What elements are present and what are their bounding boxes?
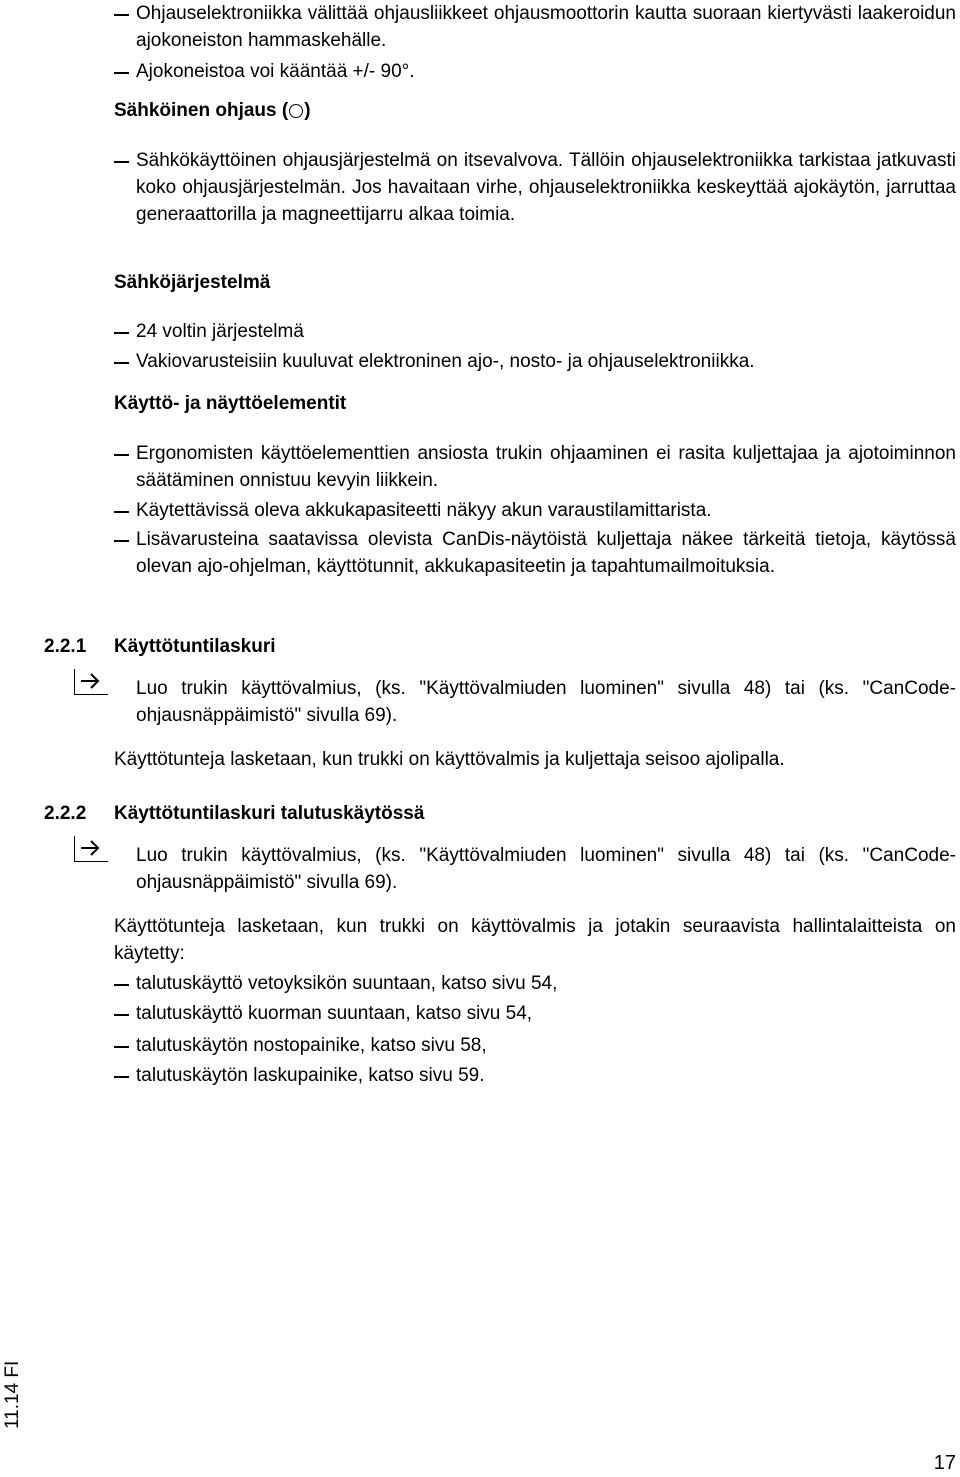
bullet-text: Ergonomisten käyttöelementtien ansiosta trukin ohjaaminen ei rasita kuljettajaa ja ajotoiminnon säätäminen onnistuu kevyin liikkein.	[136, 443, 956, 491]
arrow-right-icon	[74, 836, 108, 862]
section-number: 2.2.1	[44, 636, 87, 657]
list-item	[114, 58, 956, 85]
paragraph: Käyttötunteja lasketaan, kun trukki on käyttövalmis ja jotakin seuraavista hallintalaitteista on käytetty:	[114, 916, 956, 964]
bullet-text: talutuskäyttö vetoyksikön suuntaan, katso sivu 54,	[136, 973, 558, 994]
bullet-text: talutuskäytön nostopainike, katso sivu 58,	[136, 1035, 487, 1056]
step-text: Luo trukin käyttövalmius, (ks. "Käyttövalmiuden luominen" sivulla 48) tai (ks. "CanCode-ohjausnäppäimistö" sivulla 69).	[136, 678, 956, 726]
edition-label: 11.14 FI	[2, 1360, 23, 1429]
bullet-text: Sähkökäyttöinen ohjausjärjestelmä on itsevalvova. Tällöin ohjauselektroniikka tarkistaa jatkuvasti koko ohjausjärjestelmän. Jos havaitaan virhe, ohjauselektroniikka keskeyttää ajokäytön, jarruttaa generaattorilla ja magneettijarru alkaa toimia.	[136, 150, 956, 225]
paragraph: Käyttötunteja lasketaan, kun trukki on käyttövalmis ja kuljettaja seisoo ajolipalla.	[114, 749, 785, 770]
section-number: 2.2.2	[44, 803, 87, 824]
bullet-text: talutuskäyttö kuorman suuntaan, katso sivu 54,	[136, 1003, 533, 1024]
bullet-text: Ohjauselektroniikka välittää ohjausliikkeet ohjausmoottorin kautta suoraan kiertyvästi laakeroidun ajokoneiston hammaskehälle.	[136, 3, 956, 51]
arrow-right-icon	[74, 669, 108, 695]
circle-icon	[289, 104, 303, 118]
list-item	[114, 147, 956, 228]
list-item	[114, 1032, 956, 1059]
subheading-electric-steering: Sähköinen ohjaus ( )	[114, 100, 311, 121]
step-text: Luo trukin käyttövalmius, (ks. "Käyttövalmiuden luominen" sivulla 48) tai (ks. "CanCode-ohjausnäppäimistö" sivulla 69).	[136, 845, 956, 893]
section-title: Käyttötuntilaskuri talutuskäytössä	[114, 803, 425, 824]
subheading-controls: Käyttö- ja näyttöelementit	[114, 393, 347, 414]
bullet-text: Lisävarusteina saatavissa olevista CanDis-näytöistä kuljettaja näkee tärkeitä tietoja, käytössä olevan ajo-ohjelman, käyttötunnit, akkukapasiteetin ja tapahtumailmoituksia.	[136, 529, 956, 577]
page-number: 17	[933, 1452, 956, 1474]
bullet-text: talutuskäytön laskupainike, katso sivu 59.	[136, 1065, 485, 1086]
bullet-text: 24 voltin järjestelmä	[136, 321, 304, 342]
list-item	[114, 526, 956, 580]
bullet-text: Ajokoneistoa voi kääntää +/- 90°.	[136, 61, 415, 82]
list-item	[114, 440, 956, 494]
list-item	[114, 0, 956, 54]
bullet-text: Käytettävissä oleva akkukapasiteetti näkyy akun varaustilamittarista.	[136, 500, 712, 521]
list-item	[114, 1062, 956, 1089]
subheading-electrical-system: Sähköjärjestelmä	[114, 272, 271, 293]
list-item	[114, 318, 956, 345]
bullet-text: Vakiovarusteisiin kuuluvat elektroninen ajo-, nosto- ja ohjauselektroniikka.	[136, 351, 755, 372]
section-title: Käyttötuntilaskuri	[114, 636, 276, 657]
list-item	[114, 970, 956, 997]
list-item	[114, 497, 956, 524]
list-item	[114, 348, 956, 375]
list-item	[114, 1000, 956, 1027]
